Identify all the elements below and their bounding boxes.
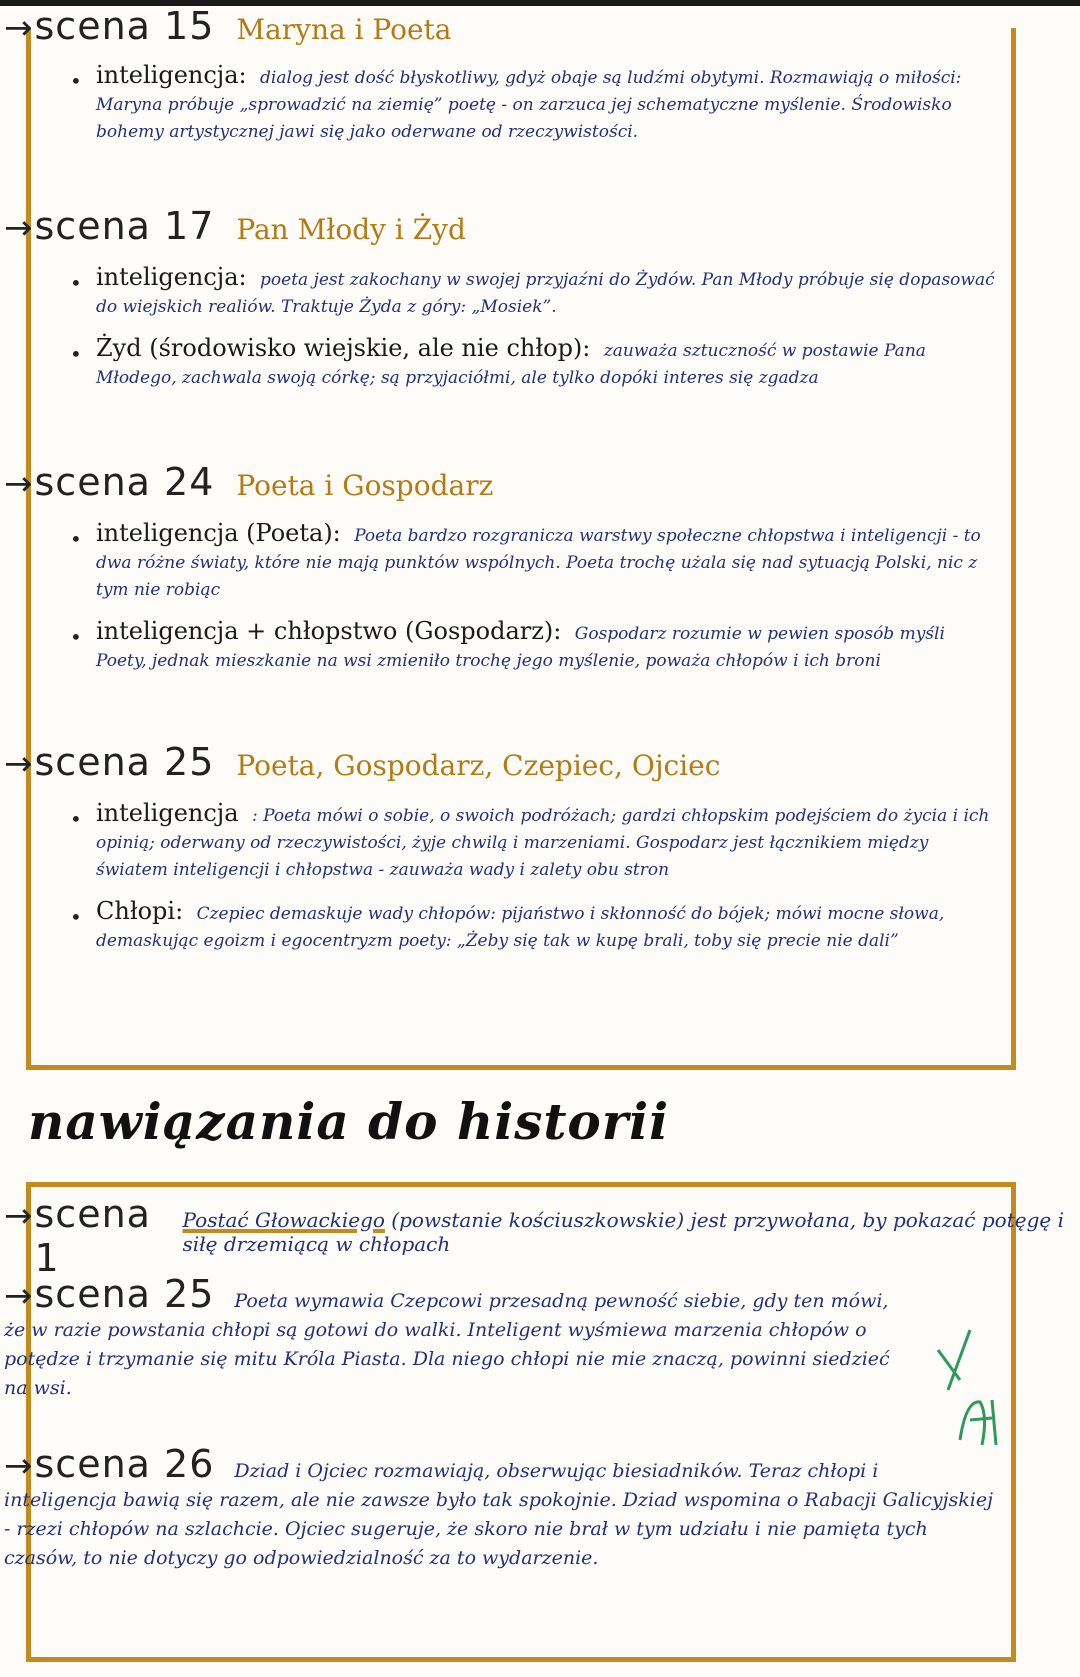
scene-15 xyxy=(4,4,1064,146)
bullet-term: inteligencja + chłopstwo (Gospodarz): xyxy=(96,617,562,645)
history-scene-25 xyxy=(4,1272,914,1403)
bullet-term: inteligencja xyxy=(96,799,239,827)
bullet-text: : Poeta mówi o sobie, o swoich podróżach; gardzi chłopskim podejściem do życia i ich opinią; oderwany od rzeczywistości, żyje chwilą i marzeniami. Gospodarz jest łącznikiem między światem inteligencji i chłopstwa - zauważa wady i zalety obu stron xyxy=(96,806,990,880)
scene-label: scena 26 xyxy=(34,1442,215,1486)
history-scene-1 xyxy=(4,1192,1064,1280)
bullet-text: Poeta bardzo rozgranicza warstwy społeczne chłopstwa i inteligencji - to dwa różne światy, które nie mają punktów wspólnych. Poeta trochę użala się nad sytuacją Polski, nic z tym nie robiąc xyxy=(96,526,981,600)
history-scene-26 xyxy=(4,1442,994,1573)
bullet-item: • inteligencja + chłopstwo (Gospodarz): Gospodarz rozumie w pewien sposób myśli Poety, jednak mieszkanie na wsi zmieniło trochę jego myślenie, poważa chłopów i ich broni xyxy=(70,617,945,671)
scene-24 xyxy=(4,460,1064,675)
scene-label: scena 17 xyxy=(34,204,215,248)
scene-text: (powstanie kościuszkowskie) jest przywołana, by pokazać potęgę i siłę drzemiącą w chłopach xyxy=(182,1208,1064,1256)
scene-label: scena 25 xyxy=(34,1272,215,1316)
scene-characters: Maryna i Poeta xyxy=(236,13,452,46)
arrow-icon: → xyxy=(4,1196,33,1236)
bullet-term: inteligencja: xyxy=(96,61,247,89)
arrow-icon: → xyxy=(4,208,33,248)
scene-lead: Poeta xyxy=(234,1290,289,1312)
arrow-icon: → xyxy=(4,744,33,784)
bullet-term: inteligencja (Poeta): xyxy=(96,519,341,547)
bullet-item: • inteligencja (Poeta): Poeta bardzo rozgranicza warstwy społeczne chłopstwa i inteligencji - to dwa różne światy, które nie mają punktów wspólnych. Poeta trochę użala się nad sytuacją Polski, nic z tym nie robiąc xyxy=(70,519,981,600)
bullet-item: • Chłopi: Czepiec demaskuje wady chłopów: pijaństwo i skłonność do bójek; mówi mocne słowa, demaskując egoizm i egocentryzm poety: „Żeby się tak w kupę brali, toby się precie nie dali” xyxy=(70,897,945,951)
bullet-text: Czepiec demaskuje wady chłopów: pijaństwo i skłonność do bójek; mówi mocne słowa, demaskując egoizm i egocentryzm poety: „Żeby się tak w kupę brali, toby się precie nie dali” xyxy=(96,904,945,951)
scene-characters: Poeta i Gospodarz xyxy=(236,469,494,502)
scene-label: scena 24 xyxy=(34,460,215,504)
scene-label: scena 15 xyxy=(34,4,215,48)
bullet-item: • inteligencja: dialog jest dość błyskotliwy, gdyż obaje są ludźmi obytymi. Rozmawiają o miłości: Maryna próbuje „sprowadzić na ziemię” poetę - on zarzuca jej schematyczne myślenie. Środowisko bohemy artystycznej jawi się jako oderwane od rzeczywistości. xyxy=(70,61,962,142)
scene-lead: Dziad i Ojciec xyxy=(234,1460,368,1482)
bullet-term: Żyd (środowisko wiejskie, ale nie chłop): xyxy=(96,334,591,362)
bullet-text: poeta jest zakochany w swojej przyjaźni do Żydów. Pan Młody próbuje się dopasować do wiejskich realiów. Traktuje Żyda z góry: „Mosiek”. xyxy=(96,270,995,317)
arrow-icon: → xyxy=(4,1446,33,1486)
bullet-text: dialog jest dość błyskotliwy, gdyż obaje są ludźmi obytymi. Rozmawiają o miłości: Maryna próbuje „sprowadzić na ziemię” poetę - on zarzuca jej schematyczne myślenie. Środowisko bohemy artystycznej jawi się jako oderwane od rzeczywistości. xyxy=(96,68,962,142)
section-title: nawiązania do historii xyxy=(28,1092,670,1151)
bullet-text: zauważa sztuczność w postawie Pana Młodego, zachwala swoją córkę; są przyjaciółmi, ale tylko dopóki interes się zgadza xyxy=(96,341,926,388)
bullet-item: • Żyd (środowisko wiejskie, ale nie chłop): zauważa sztuczność w postawie Pana Młodego, zachwala swoją córkę; są przyjaciółmi, ale tylko dopóki interes się zgadza xyxy=(70,334,926,388)
scene-label: scena 1 xyxy=(34,1192,151,1280)
arrow-icon: → xyxy=(4,8,33,48)
scene-text: rozmawiają, obserwując biesiadników. Teraz chłopi i inteligencja bawią się razem, ale nie zawsze było tak spokojnie. Dziad wspomina o Rabacji Galicyjskiej - rzezi chłopów na szlachcie. Ojciec sugeruje, że skoro nie brał w tym udziału i nie pamięta tych czasów, to nie dotyczy go odpowiedzialność za to wydarzenie. xyxy=(4,1460,994,1569)
scene-25 xyxy=(4,740,1064,955)
bullet-item: • inteligencja : Poeta mówi o sobie, o swoich podróżach; gardzi chłopskim podejściem do życia i ich opinią; oderwany od rzeczywistości, żyje chwilą i marzeniami. Gospodarz jest łącznikiem między światem inteligencji i chłopstwa - zauważa wady i zalety obu stron xyxy=(70,799,990,880)
bullet-term: Chłopi: xyxy=(96,897,184,925)
scene-characters: Pan Młody i Żyd xyxy=(236,213,466,246)
scene-label: scena 25 xyxy=(34,740,215,784)
scene-lead: Postać Głowackiego xyxy=(182,1208,385,1232)
arrow-icon: → xyxy=(4,1276,33,1316)
bullet-term: inteligencja: xyxy=(96,263,247,291)
arrow-icon: → xyxy=(4,464,33,504)
bullet-text: Gospodarz rozumie w pewien sposób myśli Poety, jednak mieszkanie na wsi zmieniło trochę jego myślenie, poważa chłopów i ich broni xyxy=(96,624,945,671)
scene-17 xyxy=(4,204,1064,392)
bullet-item: • inteligencja: poeta jest zakochany w swojej przyjaźni do Żydów. Pan Młody próbuje się dopasować do wiejskich realiów. Traktuje Żyda z góry: „Mosiek”. xyxy=(70,263,995,317)
scene-text: wymawia Czepcowi przesadną pewność siebie, gdy ten mówi, że w razie powstania chłopi są gotowi do walki. Inteligent wyśmiewa marzenia chłopów o potędze i trzymanie się mitu Króla Piasta. Dla niego chłopi nie mie znaczą, powinni siedzieć na wsi. xyxy=(4,1290,890,1399)
check-mark-icon xyxy=(930,1320,1010,1450)
scene-characters: Poeta, Gospodarz, Czepiec, Ojciec xyxy=(236,749,721,782)
